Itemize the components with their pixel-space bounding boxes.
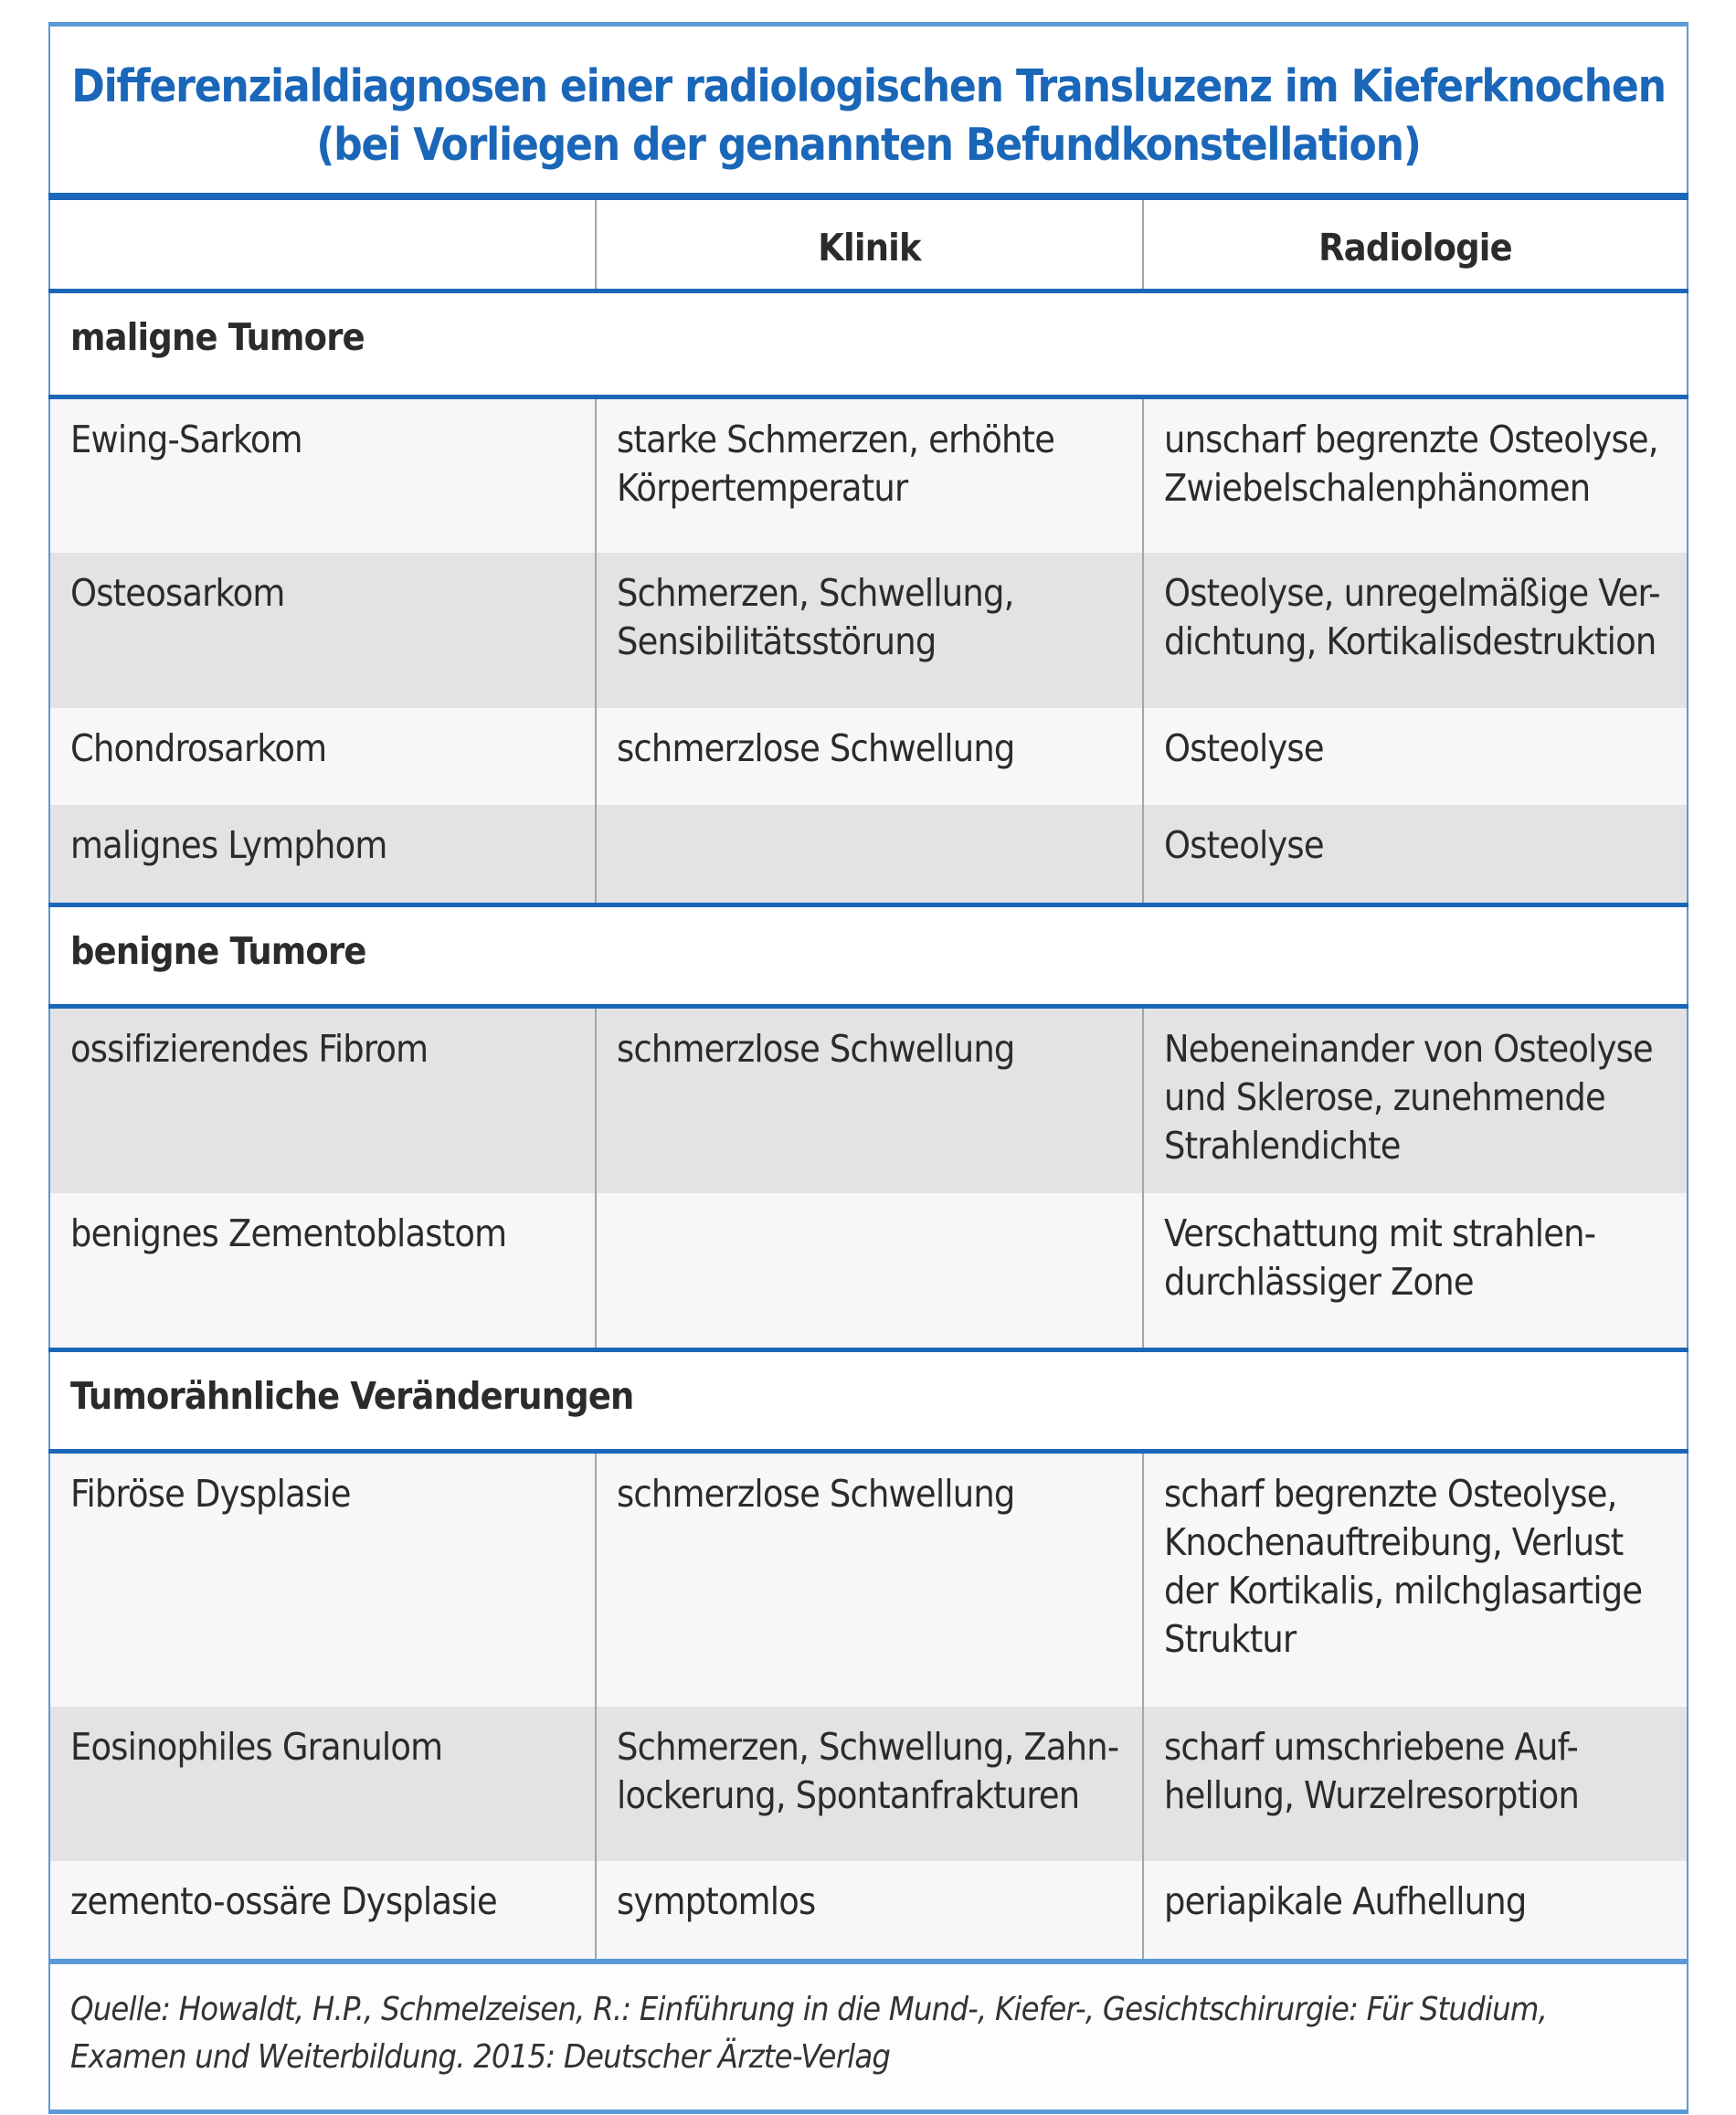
cell-klinik: schmerzlose Schwellung	[617, 1027, 1015, 1071]
section-label: Tumorähnliche Veränderungen	[70, 1374, 634, 1418]
cell-radiologie: Osteolyse, unregelmäßige Ver-dichtung, Kortikalisdestruktion	[1164, 571, 1660, 663]
section-header-tumoraehnliche	[50, 1352, 1687, 1449]
section-header-maligne	[50, 293, 1687, 395]
cell-radiologie: Nebeneinander von Osteolyse und Sklerose, zunehmende Strahlendichte	[1164, 1027, 1653, 1168]
column-divider	[595, 1454, 597, 1707]
section-header-benigne	[50, 907, 1687, 1004]
column-divider	[595, 553, 597, 708]
cell-klinik: schmerzlose Schwellung	[617, 726, 1015, 770]
table-row	[50, 399, 1687, 553]
column-divider	[595, 1707, 597, 1861]
divider	[48, 193, 1688, 200]
cell-klinik: starke Schmerzen, erhöhte Körpertemperatur	[617, 418, 1055, 510]
cell-name: Osteosarkom	[70, 571, 285, 615]
source-citation: Quelle: Howaldt, H.P., Schmelzeisen, R.: Einführung in die Mund-, Kiefer-, Gesichtschirurgie: Für Studium, Examen und Weiterbildung. 2015: Deutscher Ärzte-Verlag	[50, 1964, 1687, 2109]
table-row	[50, 553, 1687, 708]
column-divider	[595, 399, 597, 553]
cell-klinik	[597, 1193, 1142, 1348]
cell-radiologie: periapikale Aufhellung	[1164, 1879, 1527, 1923]
table-row	[50, 1861, 1687, 1959]
cell-radiologie: scharf umschriebene Auf-hellung, Wurzelresorption	[1164, 1725, 1580, 1817]
column-divider	[1142, 708, 1144, 805]
table-row	[50, 1193, 1687, 1348]
column-divider	[595, 1861, 597, 1959]
column-divider	[1142, 1861, 1144, 1959]
cell-klinik: schmerzlose Schwellung	[617, 1472, 1015, 1516]
cell-radiologie: scharf begrenzte Osteolyse, Knochenauftreibung, Verlust der Kortikalis, milchglasartige Struktur	[1164, 1472, 1643, 1661]
section-label: maligne Tumore	[70, 315, 365, 359]
cell-klinik: symptomlos	[617, 1879, 816, 1923]
cell-name: Ewing-Sarkom	[70, 418, 302, 461]
cell-radiologie: unscharf begrenzte Osteolyse, Zwiebelschalenphänomen	[1164, 418, 1658, 510]
column-divider	[595, 200, 597, 289]
header-cell-radiologie: Radiologie	[1318, 226, 1512, 270]
column-divider	[1142, 399, 1144, 553]
table-bottom-border	[48, 2110, 1688, 2114]
cell-name: benignes Zementoblastom	[70, 1211, 507, 1255]
cell-name: ossifizierendes Fibrom	[70, 1027, 429, 1071]
cell-radiologie: Osteolyse	[1164, 823, 1324, 867]
table-row	[50, 1707, 1687, 1861]
column-divider	[1142, 553, 1144, 708]
table-row	[50, 1454, 1687, 1707]
table-title: Differenzialdiagnosen einer radiologischen Transluzenz im Kieferknochen	[71, 60, 1666, 112]
column-divider	[1142, 1707, 1144, 1861]
table-subtitle: (bei Vorliegen der genannten Befundkonstellation)	[316, 119, 1421, 171]
column-divider	[1142, 1193, 1144, 1348]
cell-name: malignes Lymphom	[70, 823, 387, 867]
cell-name: Fibröse Dysplasie	[70, 1472, 351, 1516]
cell-radiologie: Verschattung mit strahlen-durchlässiger Zone	[1164, 1211, 1596, 1304]
cell-radiologie: Osteolyse	[1164, 726, 1324, 770]
header-cell-name	[50, 200, 595, 289]
cell-klinik: Schmerzen, Schwellung, Zahn-lockerung, Spontanfrakturen	[617, 1725, 1119, 1817]
column-divider	[1142, 200, 1144, 289]
column-divider	[595, 1193, 597, 1348]
column-divider	[595, 708, 597, 805]
column-divider	[1142, 805, 1144, 903]
table-row	[50, 708, 1687, 805]
cell-klinik: Schmerzen, Schwellung, Sensibilitätsstörung	[617, 571, 1014, 663]
header-cell-klinik: Klinik	[818, 226, 921, 270]
cell-name: Chondrosarkom	[70, 726, 327, 770]
column-divider	[1142, 1009, 1144, 1193]
table-header-row	[50, 200, 1687, 289]
cell-name: zemento-ossäre Dysplasie	[70, 1879, 497, 1923]
column-divider	[595, 1009, 597, 1193]
section-label: benigne Tumore	[70, 929, 366, 973]
cell-klinik	[597, 805, 1142, 903]
column-divider	[1142, 1454, 1144, 1707]
cell-name: Eosinophiles Granulom	[70, 1725, 443, 1769]
column-divider	[595, 805, 597, 903]
table-row	[50, 805, 1687, 903]
table-row	[50, 1009, 1687, 1193]
